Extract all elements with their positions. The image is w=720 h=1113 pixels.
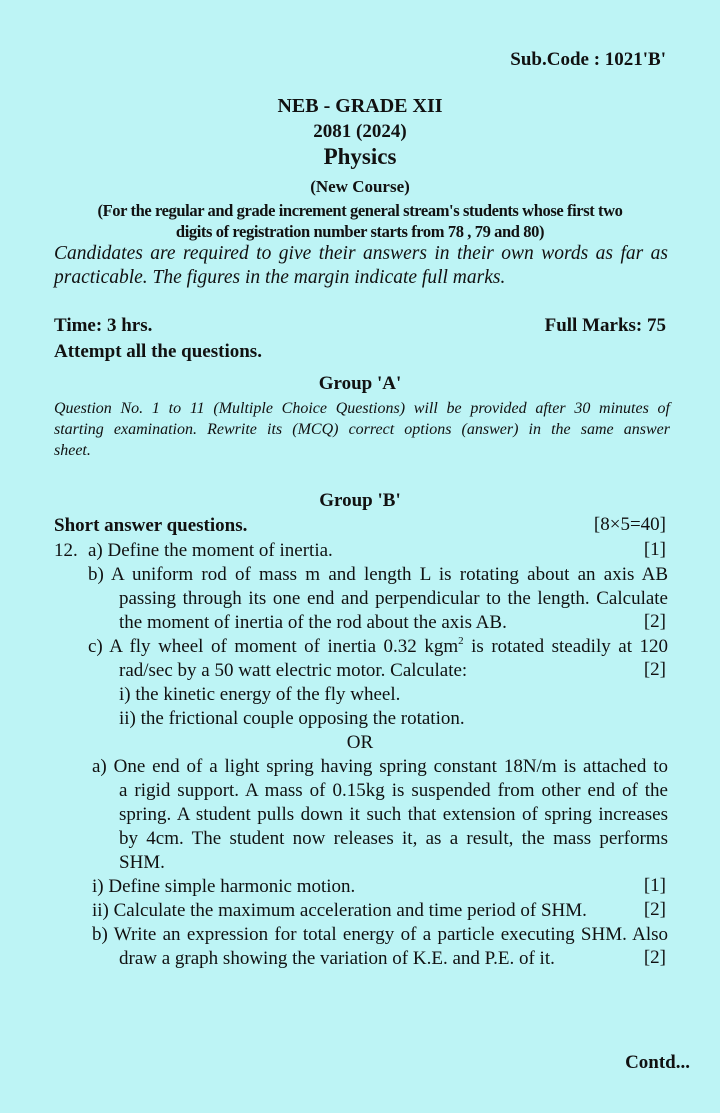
or-divider: OR <box>346 732 374 753</box>
alt-a-line-4: by 4cm. The student now releases it, as a result, the mass performs <box>119 828 668 849</box>
alt-a-line-2: a rigid support. A mass of 0.15kg is suspended from other end of the <box>119 780 668 801</box>
group-a-note-line-1: Question No. 1 to 11 (Multiple Choice Questions) will be provided after 30 minutes of <box>54 400 670 417</box>
q12-c-line-2: rad/sec by a 50 watt electric motor. Calculate: <box>119 660 468 681</box>
continued-label: Contd... <box>625 1052 690 1073</box>
board-title: NEB - GRADE XII <box>277 95 443 117</box>
section-label: Short answer questions. <box>54 515 248 536</box>
question-number: 12. <box>54 540 78 561</box>
alt-a-line-3: spring. A student pulls down it such that extension of spring increases <box>119 804 668 825</box>
q12-a-marks: [1] <box>643 539 666 560</box>
q12-b-line-1: b) A uniform rod of mass m and length L is rotating about an axis AB <box>88 564 668 585</box>
alt-ii: ii) Calculate the maximum acceleration and time period of SHM. <box>92 900 587 921</box>
q12-c-ii: ii) the frictional couple opposing the rotation. <box>119 708 465 729</box>
subject-title: Physics <box>323 144 397 169</box>
alt-b-marks: [2] <box>643 947 666 968</box>
q12-a: a) Define the moment of inertia. <box>88 540 333 561</box>
q12-c-line-1: c) A fly wheel of moment of inertia 0.32 kgm$^2$ is rotated steadily at 120 <box>88 635 669 657</box>
alt-i: i) Define simple harmonic motion. <box>92 876 356 897</box>
group-a-note-line-3: sheet. <box>54 442 91 459</box>
q12-c-i: i) the kinetic energy of the fly wheel. <box>119 684 401 705</box>
section-marks: [8×5=40] <box>593 514 666 535</box>
q12-b-marks: [2] <box>643 611 666 632</box>
group-a-title: Group 'A' <box>318 373 402 394</box>
group-b-title: Group 'B' <box>319 490 401 511</box>
q12-b-line-3: the moment of inertia of the rod about the axis AB. <box>119 612 507 633</box>
full-marks: Full Marks: 75 <box>544 315 666 336</box>
alt-i-marks: [1] <box>643 875 666 896</box>
instructions-line-2: practicable. The figures in the margin indicate full marks. <box>54 267 506 288</box>
sub-code: Sub.Code : 1021'B' <box>510 49 666 70</box>
q12-c-marks: [2] <box>643 659 666 680</box>
exam-time: Time: 3 hrs. <box>54 315 153 336</box>
eligibility-line-2: digits of registration number starts from 78 , 79 and 80) <box>175 222 545 241</box>
attempt-instruction: Attempt all the questions. <box>54 341 262 362</box>
alt-a-line-1: a) One end of a light spring having spring constant 18N/m is attached to <box>92 756 668 777</box>
eligibility-line-1: (For the regular and grade increment general stream's students whose first two <box>97 201 623 220</box>
q12-b-line-2: passing through its one end and perpendicular to the length. Calculate <box>119 588 668 609</box>
exam-year: 2081 (2024) <box>313 121 407 142</box>
alt-b-line-2: draw a graph showing the variation of K.E. and P.E. of it. <box>119 948 555 969</box>
alt-a-line-5: SHM. <box>119 852 165 873</box>
course-label: (New Course) <box>310 177 410 196</box>
group-a-note-line-2: starting examination. Rewrite its (MCQ) correct options (answer) in the same answer <box>54 421 670 438</box>
instructions-line-1: Candidates are required to give their answers in their own words as far as <box>54 243 668 264</box>
alt-ii-marks: [2] <box>643 899 666 920</box>
alt-b-line-1: b) Write an expression for total energy of a particle executing SHM. Also <box>92 924 668 945</box>
